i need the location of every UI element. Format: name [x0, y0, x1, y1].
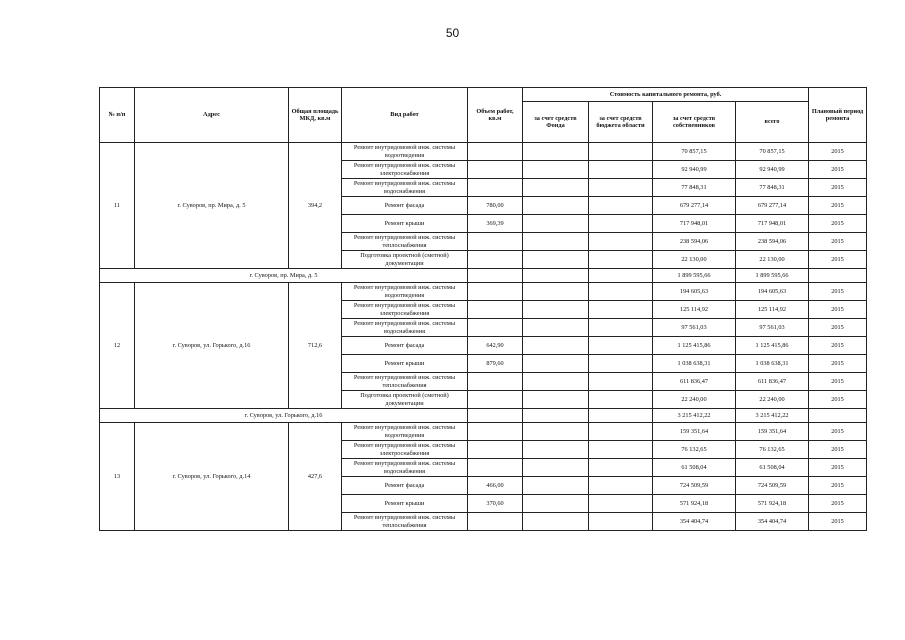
fund-cell: [523, 233, 589, 251]
area-cell: 394,2: [289, 143, 342, 269]
volume-cell: 369,39: [468, 215, 523, 233]
total-cell: 70 857,15: [736, 143, 809, 161]
header-total: всего: [736, 102, 809, 143]
total-cell: 97 561,03: [736, 319, 809, 337]
subtotal-row: [100, 409, 867, 423]
regional-budget-cell: [589, 197, 653, 215]
fund-cell: [523, 269, 589, 283]
regional-budget-cell: [589, 337, 653, 355]
owners-funds-cell: 1 125 415,86: [653, 337, 736, 355]
page-number: 50: [445, 26, 460, 40]
total-cell: 717 948,01: [736, 215, 809, 233]
area-cell: 712,6: [289, 283, 342, 409]
period-cell: 2015: [809, 179, 867, 197]
owners-funds-cell: 92 940,99: [653, 161, 736, 179]
work-type-cell: Ремонт внутридомовой инж. системы водоотведения: [342, 143, 468, 161]
regional-budget-cell: [589, 441, 653, 459]
header-address: Адрес: [135, 88, 289, 143]
row-number: 11: [100, 143, 135, 269]
fund-cell: [523, 251, 589, 269]
total-cell: 159 351,64: [736, 423, 809, 441]
regional-budget-cell: [589, 251, 653, 269]
work-type-cell: Ремонт внутридомовой инж. системы водоснабжения: [342, 319, 468, 337]
owners-funds-cell: 1 038 638,31: [653, 355, 736, 373]
fund-cell: [523, 283, 589, 301]
fund-cell: [523, 441, 589, 459]
address-cell: г. Суворов, пр. Мира, д. 5: [135, 143, 289, 269]
subtotal-label: г. Суворов, ул. Горького, д.16: [100, 409, 468, 423]
regional-budget-cell: [589, 477, 653, 495]
period-cell: 2015: [809, 143, 867, 161]
total-cell: 611 836,47: [736, 373, 809, 391]
fund-cell: [523, 143, 589, 161]
header-cost-group: Стоимость капитального ремонта, руб.: [523, 88, 809, 102]
period-cell: 2015: [809, 373, 867, 391]
work-type-cell: Ремонт внутридомовой инж. системы водоснабжения: [342, 179, 468, 197]
fund-cell: [523, 495, 589, 513]
table-row: [100, 423, 867, 441]
owners-funds-cell: 194 605,63: [653, 283, 736, 301]
table-row: [100, 143, 867, 161]
header-work-type: Вид работ: [342, 88, 468, 143]
header-fund: за счет средств Фонда: [523, 102, 589, 143]
owners-funds-cell: 159 351,64: [653, 423, 736, 441]
fund-cell: [523, 391, 589, 409]
regional-budget-cell: [589, 319, 653, 337]
total-cell: 354 404,74: [736, 513, 809, 531]
work-type-cell: Ремонт внутридомовой инж. системы теплоснабжения: [342, 513, 468, 531]
fund-cell: [523, 355, 589, 373]
fund-cell: [523, 319, 589, 337]
owners-funds-cell: 354 404,74: [653, 513, 736, 531]
regional-budget-cell: [589, 355, 653, 373]
volume-cell: 780,00: [468, 197, 523, 215]
fund-cell: [523, 215, 589, 233]
owners-funds-cell: 125 114,92: [653, 301, 736, 319]
owners-funds-cell: 571 924,18: [653, 495, 736, 513]
period-cell: 2015: [809, 161, 867, 179]
volume-cell: [468, 391, 523, 409]
period-cell: 2015: [809, 283, 867, 301]
work-type-cell: Ремонт крыши: [342, 495, 468, 513]
header-owners: за счет средств собственников: [653, 102, 736, 143]
work-type-cell: Ремонт внутридомовой инж. системы теплоснабжения: [342, 373, 468, 391]
period-cell: 2015: [809, 215, 867, 233]
regional-budget-cell: [589, 233, 653, 251]
subtotal-owners: 1 899 595,66: [653, 269, 736, 283]
total-cell: 77 848,31: [736, 179, 809, 197]
address-cell: г. Суворов, ул. Горького, д.16: [135, 283, 289, 409]
subtotal-label: г. Суворов, пр. Мира, д. 5: [100, 269, 468, 283]
volume-cell: [468, 513, 523, 531]
volume-cell: [468, 459, 523, 477]
period-cell: 2015: [809, 441, 867, 459]
regional-budget-cell: [589, 373, 653, 391]
total-cell: 1 038 638,31: [736, 355, 809, 373]
total-cell: 194 605,63: [736, 283, 809, 301]
volume-cell: [468, 409, 523, 423]
period-cell: 2015: [809, 319, 867, 337]
owners-funds-cell: 97 561,03: [653, 319, 736, 337]
owners-funds-cell: 22 130,00: [653, 251, 736, 269]
volume-cell: [468, 161, 523, 179]
fund-cell: [523, 409, 589, 423]
volume-cell: 370,60: [468, 495, 523, 513]
period-cell: 2015: [809, 301, 867, 319]
owners-funds-cell: 611 836,47: [653, 373, 736, 391]
address-cell: г. Суворов, ул. Горького, д.14: [135, 423, 289, 531]
subtotal-total: 3 215 412,22: [736, 409, 809, 423]
volume-cell: [468, 233, 523, 251]
volume-cell: [468, 269, 523, 283]
total-cell: 679 277,14: [736, 197, 809, 215]
work-type-cell: Ремонт внутридомовой инж. системы теплоснабжения: [342, 233, 468, 251]
subtotal-owners: 3 215 412,22: [653, 409, 736, 423]
owners-funds-cell: 717 948,01: [653, 215, 736, 233]
regional-budget-cell: [589, 161, 653, 179]
regional-budget-cell: [589, 391, 653, 409]
period-cell: 2015: [809, 355, 867, 373]
volume-cell: [468, 441, 523, 459]
volume-cell: 642,90: [468, 337, 523, 355]
owners-funds-cell: 61 508,04: [653, 459, 736, 477]
table-row: [100, 283, 867, 301]
header-regional: за счет средств бюджета области: [589, 102, 653, 143]
subtotal-total: 1 899 595,66: [736, 269, 809, 283]
fund-cell: [523, 161, 589, 179]
header-period: Плановый период ремонта: [809, 88, 867, 143]
regional-budget-cell: [589, 301, 653, 319]
repair-cost-table: [99, 87, 867, 531]
total-cell: 61 508,04: [736, 459, 809, 477]
period-cell: 2015: [809, 337, 867, 355]
table-body: [100, 143, 867, 531]
period-cell: 2015: [809, 423, 867, 441]
total-cell: 1 125 415,86: [736, 337, 809, 355]
total-cell: 22 130,00: [736, 251, 809, 269]
owners-funds-cell: 76 132,65: [653, 441, 736, 459]
work-type-cell: Подготовка проектной (сметной) документации: [342, 391, 468, 409]
work-type-cell: Ремонт крыши: [342, 215, 468, 233]
period-cell: 2015: [809, 477, 867, 495]
work-type-cell: Подготовка проектной (сметной) документации: [342, 251, 468, 269]
regional-budget-cell: [589, 283, 653, 301]
work-type-cell: Ремонт фасада: [342, 337, 468, 355]
volume-cell: [468, 283, 523, 301]
fund-cell: [523, 373, 589, 391]
volume-cell: [468, 301, 523, 319]
header-area: Общая площадь МКД, кв.м: [289, 88, 342, 143]
header-num: № п/п: [100, 88, 135, 143]
volume-cell: [468, 143, 523, 161]
work-type-cell: Ремонт фасада: [342, 197, 468, 215]
fund-cell: [523, 179, 589, 197]
period-cell: 2015: [809, 197, 867, 215]
subtotal-row: [100, 269, 867, 283]
period-cell: 2015: [809, 495, 867, 513]
total-cell: 571 924,18: [736, 495, 809, 513]
volume-cell: 879,60: [468, 355, 523, 373]
owners-funds-cell: 22 240,00: [653, 391, 736, 409]
owners-funds-cell: 77 848,31: [653, 179, 736, 197]
total-cell: 125 114,92: [736, 301, 809, 319]
regional-budget-cell: [589, 423, 653, 441]
work-type-cell: Ремонт внутридомовой инж. системы электроснабжения: [342, 161, 468, 179]
period-cell: [809, 409, 867, 423]
work-type-cell: Ремонт внутридомовой инж. системы водоотведения: [342, 283, 468, 301]
period-cell: 2015: [809, 391, 867, 409]
owners-funds-cell: 70 857,15: [653, 143, 736, 161]
total-cell: 724 509,59: [736, 477, 809, 495]
work-type-cell: Ремонт внутридомовой инж. системы водоснабжения: [342, 459, 468, 477]
regional-budget-cell: [589, 269, 653, 283]
volume-cell: [468, 179, 523, 197]
volume-cell: [468, 251, 523, 269]
owners-funds-cell: 679 277,14: [653, 197, 736, 215]
owners-funds-cell: 238 594,06: [653, 233, 736, 251]
fund-cell: [523, 337, 589, 355]
fund-cell: [523, 301, 589, 319]
fund-cell: [523, 459, 589, 477]
work-type-cell: Ремонт внутридомовой инж. системы электроснабжения: [342, 301, 468, 319]
period-cell: 2015: [809, 459, 867, 477]
fund-cell: [523, 423, 589, 441]
total-cell: 238 594,06: [736, 233, 809, 251]
total-cell: 76 132,65: [736, 441, 809, 459]
owners-funds-cell: 724 509,59: [653, 477, 736, 495]
work-type-cell: Ремонт внутридомовой инж. системы водоотведения: [342, 423, 468, 441]
volume-cell: [468, 319, 523, 337]
row-number: 12: [100, 283, 135, 409]
period-cell: 2015: [809, 251, 867, 269]
regional-budget-cell: [589, 409, 653, 423]
regional-budget-cell: [589, 143, 653, 161]
fund-cell: [523, 513, 589, 531]
total-cell: 22 240,00: [736, 391, 809, 409]
total-cell: 92 940,99: [736, 161, 809, 179]
work-type-cell: Ремонт фасада: [342, 477, 468, 495]
period-cell: [809, 269, 867, 283]
regional-budget-cell: [589, 459, 653, 477]
row-number: 13: [100, 423, 135, 531]
volume-cell: 466,00: [468, 477, 523, 495]
volume-cell: [468, 423, 523, 441]
regional-budget-cell: [589, 215, 653, 233]
header-volume: Объем работ, кв.м: [468, 88, 523, 143]
period-cell: 2015: [809, 513, 867, 531]
regional-budget-cell: [589, 513, 653, 531]
area-cell: 427,6: [289, 423, 342, 531]
regional-budget-cell: [589, 179, 653, 197]
work-type-cell: Ремонт внутридомовой инж. системы электроснабжения: [342, 441, 468, 459]
period-cell: 2015: [809, 233, 867, 251]
volume-cell: [468, 373, 523, 391]
fund-cell: [523, 197, 589, 215]
regional-budget-cell: [589, 495, 653, 513]
fund-cell: [523, 477, 589, 495]
work-type-cell: Ремонт крыши: [342, 355, 468, 373]
